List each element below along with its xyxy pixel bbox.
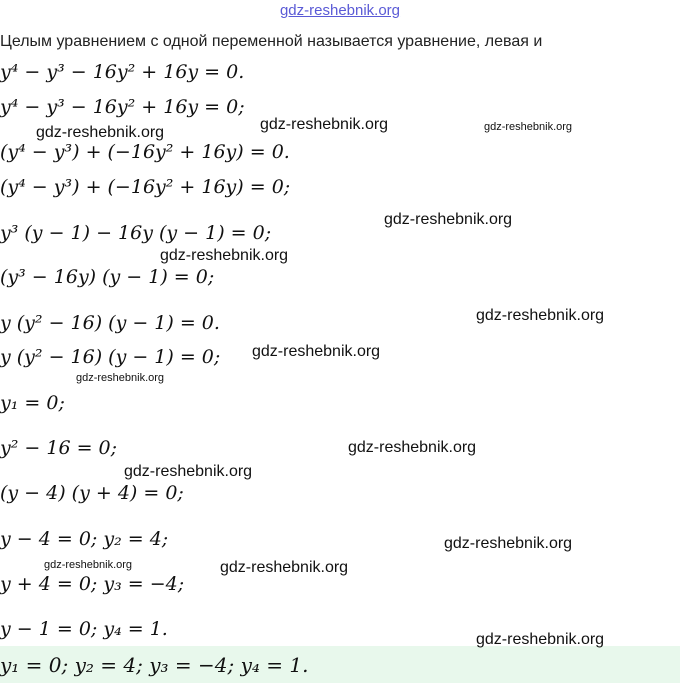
- answer-line: y₁ = 0; y₂ = 4; y₃ = −4; y₄ = 1.: [0, 653, 309, 677]
- answer-box: [0, 646, 680, 683]
- watermark: gdz-reshebnik.org: [476, 307, 605, 324]
- watermark: gdz-reshebnik.org: [124, 463, 253, 480]
- equation-line: y − 1 = 0; y₄ = 1.: [0, 618, 168, 640]
- intro-text: Целым уравнением с одной переменной называется уравнение, левая и: [0, 33, 543, 50]
- equation-line: y − 4 = 0; y₂ = 4;: [0, 528, 169, 550]
- watermark: gdz-reshebnik.org: [252, 343, 381, 360]
- equation-line: y (y² − 16) (y − 1) = 0;: [0, 346, 221, 368]
- watermark: gdz-reshebnik.org: [36, 124, 165, 141]
- watermark: gdz-reshebnik.org: [484, 121, 573, 133]
- site-link[interactable]: gdz-reshebnik.org: [279, 2, 401, 19]
- equation-line: y (y² − 16) (y − 1) = 0.: [0, 312, 220, 334]
- watermark: gdz-reshebnik.org: [220, 559, 349, 576]
- equation-line: (y³ − 16y) (y − 1) = 0;: [0, 266, 215, 288]
- watermark: gdz-reshebnik.org: [260, 116, 389, 133]
- watermark: gdz-reshebnik.org: [44, 559, 133, 571]
- equation-line: y⁴ − y³ − 16y² + 16y = 0.: [0, 61, 245, 83]
- equation-line: (y − 4) (y + 4) = 0;: [0, 482, 184, 504]
- site-header: [0, 0, 680, 24]
- equation-line: (y⁴ − y³) + (−16y² + 16y) = 0.: [0, 141, 290, 163]
- equation-line: y² − 16 = 0;: [0, 437, 118, 459]
- watermark: gdz-reshebnik.org: [160, 247, 289, 264]
- equation-line: y³ (y − 1) − 16y (y − 1) = 0;: [0, 222, 272, 244]
- equation-line: y₁ = 0;: [0, 392, 65, 414]
- watermark: gdz-reshebnik.org: [476, 631, 605, 648]
- watermark: gdz-reshebnik.org: [444, 535, 573, 552]
- equation-line: y + 4 = 0; y₃ = −4;: [0, 573, 185, 595]
- equation-line: (y⁴ − y³) + (−16y² + 16y) = 0;: [0, 176, 291, 198]
- watermark: gdz-reshebnik.org: [76, 372, 165, 384]
- equation-line: y⁴ − y³ − 16y² + 16y = 0;: [0, 96, 245, 118]
- watermark: gdz-reshebnik.org: [384, 211, 513, 228]
- watermark: gdz-reshebnik.org: [348, 439, 477, 456]
